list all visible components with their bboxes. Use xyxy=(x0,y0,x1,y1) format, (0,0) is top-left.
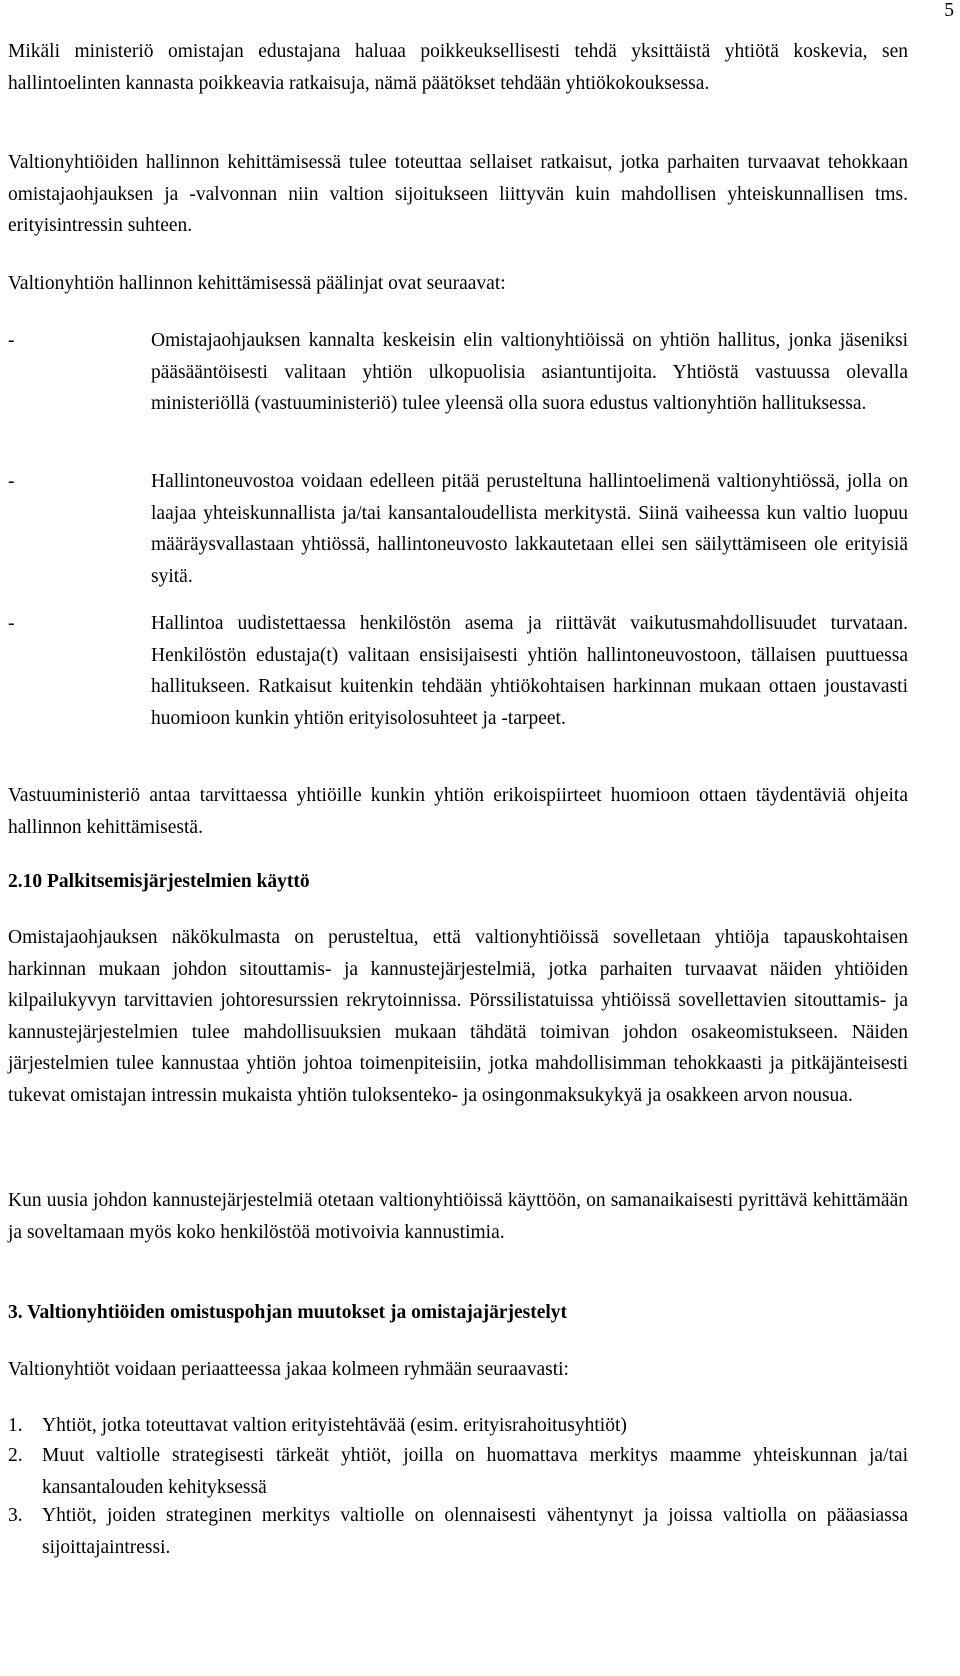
paragraph-text: Valtionyhtiön hallinnon kehittämisessä päälinjat ovat seuraavat: xyxy=(8,273,506,294)
paragraph-text: Valtionyhtiöiden hallinnon kehittämisessä tulee toteuttaa sellaiset ratkaisut, jotka parhaiten turvaavat tehokkaan omistajaohjauksen ja -valvonnan niin valtion sijoitukseen liittyvän kuin mahdollisen yhteiskunnallisen tms. erityisintressin suhteen. xyxy=(8,152,908,236)
list-item-text: Hallintoa uudistettaessa henkilöstön asema ja riittävät vaikutusmahdollisuudet turvataan. Henkilöstön edustaja(t) valitaan ensisijaisesti yhtiön hallintoneuvostoon, tällaisen puuttuessa hallitukseen. Ratkaisut kuitenkin tehdään yhtiökohtaisen harkinnan mukaan ottaen joustavasti huomioon kunkin yhtiön erityisolosuhteet ja -tarpeet. xyxy=(151,613,908,729)
list-item xyxy=(8,466,908,592)
paragraph-text: Mikäli ministeriö omistajan edustajana haluaa poikkeuksellisesti tehdä yksittäistä yhtiötä koskevia, sen hallintoelinten kannasta poikkeavia ratkaisuja, nämä päätökset tehdään yhtiökokouksessa. xyxy=(8,41,908,94)
list-item-text: Hallintoneuvostoa voidaan edelleen pitää perusteltuna hallintoelimenä valtionyhtiössä, jolla on laajaa yhteiskunnallista ja/tai kansantaloudellista merkitystä. Siinä vaiheessa kun valtio luopuu määräysvallastaan yhtiössä, hallintoneuvosto lakkautetaan ellei sen säilyttämiseen ole erityisiä syitä. xyxy=(151,471,908,587)
list-number: 3. xyxy=(8,1505,23,1526)
paragraph xyxy=(8,147,908,242)
paragraph xyxy=(8,36,908,99)
list-number: 2. xyxy=(8,1445,23,1466)
section-heading: 3. Valtionyhtiöiden omistuspohjan muutokset ja omistajajärjestelyt xyxy=(8,1302,568,1323)
list-number: 1. xyxy=(8,1415,23,1436)
list-marker: - xyxy=(8,471,15,492)
paragraph-text: Kun uusia johdon kannustejärjestelmiä otetaan valtionyhtiöissä käyttöön, on samanaikaisesti pyrittävä kehittämään ja soveltamaan myös koko henkilöstöä motivoivia kannustimia. xyxy=(8,1190,908,1243)
list-item-text: Yhtiöt, joiden strateginen merkitys valtiolle on olennaisesti vähentynyt ja joissa valtiolla on pääasiassa sijoittajaintressi. xyxy=(42,1505,908,1558)
list-item xyxy=(8,608,908,734)
list-marker: - xyxy=(8,330,15,351)
list-item-text: Yhtiöt, jotka toteuttavat valtion erityistehtävää (esim. erityisrahoitusyhtiöt) xyxy=(42,1415,627,1436)
paragraph-text: Valtionyhtiöt voidaan periaatteessa jakaa kolmeen ryhmään seuraavasti: xyxy=(8,1359,569,1380)
paragraph xyxy=(8,922,908,1111)
paragraph xyxy=(8,1185,908,1248)
paragraph-text: Omistajaohjauksen näkökulmasta on perusteltua, että valtionyhtiöissä sovelletaan yhtiöja tapauskohtaisen harkinnan mukaan johdon sitouttamis- ja kannustejärjestelmiä, jotka parhaiten turvaavat näiden yhtiöiden kilpailukyvyn tarvittavien johtoresurssien rekrytoinnissa. Pörssilistatuissa yhtiöissä sovellettavien sitouttamis- ja kannustejärjestelmien tulee mahdollisuuksien mukaan tähdätä toimivan johdon osakeomistukseen. Näiden järjestelmien tulee kannustaa yhtiön johtoa toimenpiteisiin, jotka mahdollisimman tehokkaasti ja pitkäjänteisesti tukevat omistajan intressin mukaista yhtiön tuloksenteko- ja osingonmaksukykyä ja osakkeen arvon nousua. xyxy=(8,927,908,1106)
paragraph xyxy=(8,1354,908,1386)
section-heading: 2.10 Palkitsemisjärjestelmien käyttö xyxy=(8,871,310,892)
paragraph xyxy=(8,268,908,300)
numbered-list-item xyxy=(8,1410,908,1442)
numbered-list-item xyxy=(8,1440,908,1503)
list-item-text: Omistajaohjauksen kannalta keskeisin elin valtionyhtiöissä on yhtiön hallitus, jonka jäseniksi pääsääntöisesti valitaan yhtiön ulkopuolisia asiantuntijoita. Yhtiöstä vastuussa olevalla ministeriöllä (vastuuministeriö) tulee yleensä olla suora edustus valtionyhtiön hallituksessa. xyxy=(151,330,908,414)
list-item xyxy=(8,325,908,420)
paragraph-text: Vastuuministeriö antaa tarvittaessa yhtiöille kunkin yhtiön erikoispiirteet huomioon ottaen täydentäviä ohjeita hallinnon kehittämisestä. xyxy=(8,785,908,838)
page-number: 5 xyxy=(944,0,954,21)
list-marker: - xyxy=(8,613,15,634)
paragraph xyxy=(8,780,908,843)
numbered-list-item xyxy=(8,1500,908,1563)
list-item-text: Muut valtiolle strategisesti tärkeät yhtiöt, joilla on huomattava merkitys maamme yhteiskunnan ja/tai kansantalouden kehityksessä xyxy=(42,1445,908,1498)
